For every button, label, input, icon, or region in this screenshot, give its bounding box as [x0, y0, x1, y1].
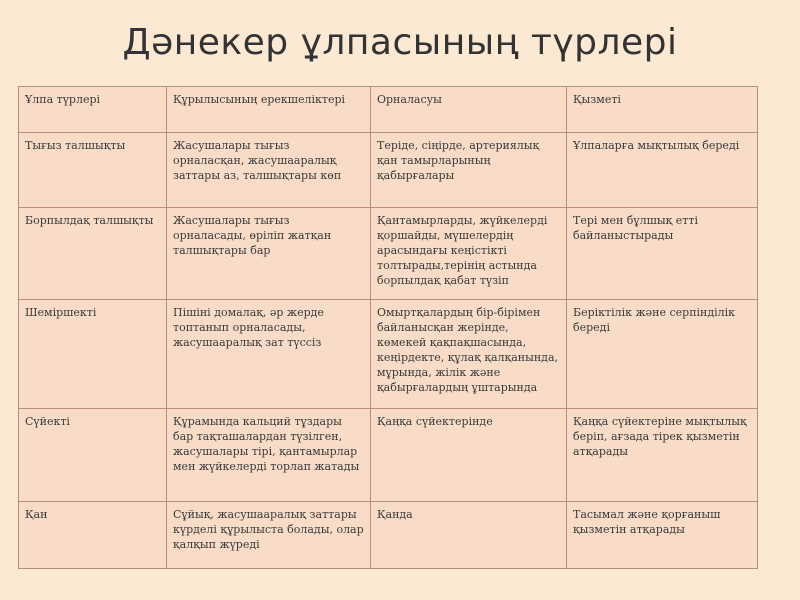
table-cell: Жасушалары тығыз орналасады, өріліп жатқан талшықтары бар	[167, 208, 371, 300]
header-cell-location: Орналасуы	[371, 87, 567, 133]
table-cell: Сүйекті	[19, 409, 167, 502]
table-row	[19, 300, 758, 409]
table-row	[19, 208, 758, 300]
table-cell: Қан	[19, 502, 167, 569]
table-cell: Тығыз талшықты	[19, 133, 167, 208]
table-row	[19, 133, 758, 208]
tissue-types-table	[18, 86, 758, 569]
header-cell-tissue-type: Ұлпа түрлері	[19, 87, 167, 133]
table-header-row	[19, 87, 758, 133]
table-cell: Борпылдақ талшықты	[19, 208, 167, 300]
slide-title: Дәнекер ұлпасының түрлері	[122, 22, 678, 63]
header-cell-function: Қызметі	[567, 87, 758, 133]
table-cell: Қантамырларды, жүйкелерді қоршайды, мүшелердің арасындағы кеңістікті толтырады,терінің астында борпылдақ қабат түзіп	[371, 208, 567, 300]
table-cell: Жасушалары тығыз орналасқан, жасушааралық заттары аз, талшықтары көп	[167, 133, 371, 208]
table-cell: Тері мен бұлшық етті байланыстырады	[567, 208, 758, 300]
table-cell: Қанда	[371, 502, 567, 569]
table-row	[19, 502, 758, 569]
table-cell: Құрамында кальций тұздары бар тақташалардан түзілген, жасушалары тірі, қантамырлар мен жүйкелерді торлап жатады	[167, 409, 371, 502]
header-cell-structure: Құрылысының ерекшеліктері	[167, 87, 371, 133]
table-cell: Омыртқалардың бір-бірімен байланысқан жерінде, көмекей қақпақшасында, кеңірдекте, құлақ қалқанында, мұрында, жілік және қабырғалардың ұштарында	[371, 300, 567, 409]
table-cell: Ұлпаларға мықтылық береді	[567, 133, 758, 208]
table-cell: Тасымал және қорғаныш қызметін атқарады	[567, 502, 758, 569]
table-cell: Беріктілік және серпінділік береді	[567, 300, 758, 409]
table-cell: Қаңқа сүйектеріне мықтылық беріп, ағзада тірек қызметін атқарады	[567, 409, 758, 502]
table-cell: Пішіні домалақ, әр жерде топтанып орналасады, жасушааралық зат түссіз	[167, 300, 371, 409]
table-cell: Қаңқа сүйектерінде	[371, 409, 567, 502]
table-row	[19, 409, 758, 502]
table-cell: Теріде, сіңірде, артериялық қан тамырларының қабырғалары	[371, 133, 567, 208]
table-cell: Сұйық, жасушааралық заттары күрделі құрылыста болады, олар қалқып жүреді	[167, 502, 371, 569]
table-cell: Шеміршекті	[19, 300, 167, 409]
